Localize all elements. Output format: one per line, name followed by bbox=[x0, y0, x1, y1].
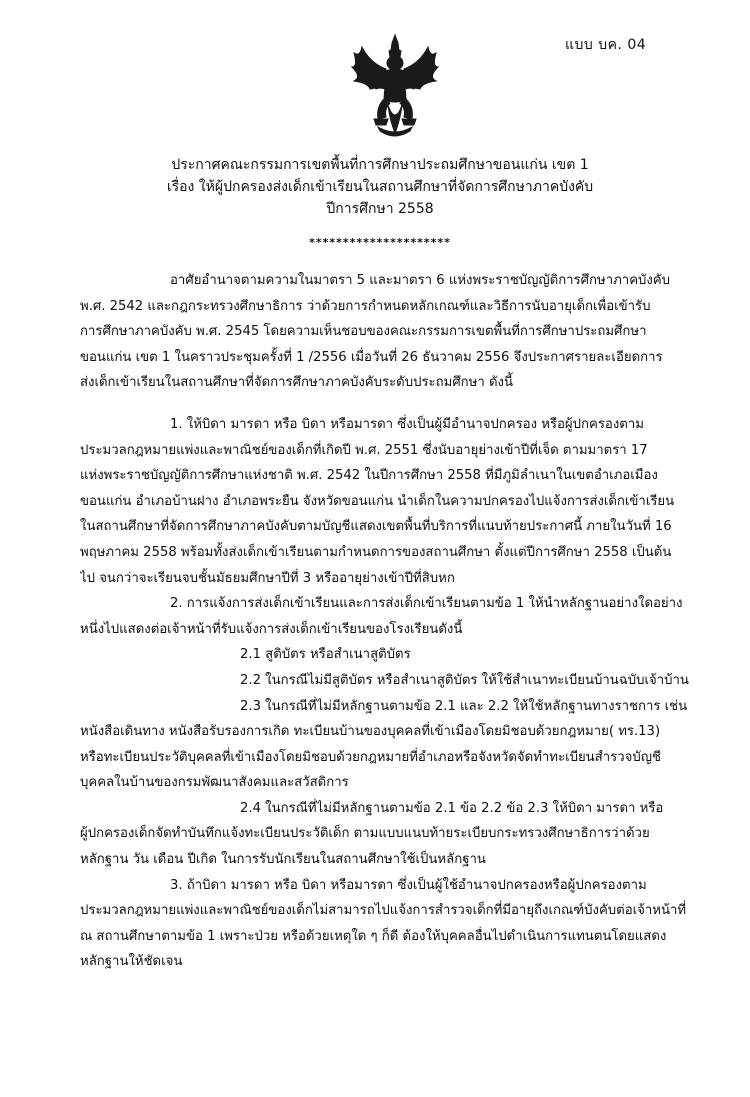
clause-2-4-line: หลักฐาน วัน เดือน ปีเกิด ในการรับนักเรียนในสถานศึกษาใช้เป็นหลักฐาน bbox=[80, 852, 486, 868]
clause-1-line: ประมวลกฎหมายแพ่งและพาณิชย์ของเด็กที่เกิดปี พ.ศ. 2551 ซึ่งนับอายุย่างเข้าปีที่เจ็ด ตามมาตรา 17 bbox=[80, 442, 648, 458]
clause-1-line: ในสถานศึกษาที่จัดการศึกษาภาคบังคับตามบัญชีแสดงเขตพื้นที่บริการที่แนบท้ายประกาศนี้ ภายในวันที่ 16 bbox=[80, 519, 672, 535]
header-year: ปีการศึกษา 2558 bbox=[326, 201, 434, 217]
clause-3-line: 3. ถ้าบิดา มารดา หรือ บิดา หรือมารดา ซึ่งเป็นผู้ใช้อำนาจปกครองหรือผู้ปกครองตาม bbox=[170, 877, 647, 893]
intro-line: ส่งเด็กเข้าเรียนในสถานศึกษาที่จัดการศึกษาภาคบังคับระดับประถมศึกษา ดังนี้ bbox=[80, 375, 513, 391]
separator-stars: ********************* bbox=[309, 236, 451, 249]
clause-2-1: 2.1 สูติบัตร หรือสำเนาสูติบัตร bbox=[240, 647, 411, 663]
clause-1-line: แห่งพระราชบัญญัติการศึกษาแห่งชาติ พ.ศ. 2542 ในปีการศึกษา 2558 ที่มีภูมิลำเนาในเขตอำเภอเมือง bbox=[80, 468, 658, 484]
form-code: แบบ บค. 04 bbox=[565, 37, 647, 53]
intro-line: พ.ศ. 2542 และกฎกระทรวงศึกษาธิการ ว่าด้วยการกำหนดหลักเกณฑ์และวิธีการนับอายุเด็กเพื่อเข้ารับ bbox=[80, 298, 651, 314]
clause-2-line: 2. การแจ้งการส่งเด็กเข้าเรียนและการส่งเด็กเข้าเรียนตามข้อ 1 ให้นำหลักฐานอย่างใดอย่าง bbox=[170, 596, 683, 612]
clause-1-line: 1. ให้บิดา มารดา หรือ บิดา หรือมารดา ซึ่งเป็นผู้มีอำนาจปกครอง หรือผู้ปกครองตาม bbox=[170, 416, 644, 432]
clause-3-line: ณ สถานศึกษาตามข้อ 1 เพราะป่วย หรือด้วยเหตุใด ๆ ก็ดี ต้องให้บุคคลอื่นไปดำเนินการแทนตนโดยแสดง bbox=[80, 928, 667, 944]
clause-2-4-line: ผู้ปกครองเด็กจัดทำบันทึกแจ้งทะเบียนประวัติเด็ก ตามแบบแนบท้ายระเบียบกระทรวงศึกษาธิการว่าด้วย bbox=[80, 826, 650, 842]
clause-2-3-line: บุคคลในบ้านของกรมพัฒนาสังคมและสวัสดิการ bbox=[80, 775, 349, 791]
header-issuer: ประกาศคณะกรรมการเขตพื้นที่การศึกษาประถมศึกษาขอนแก่น เขต 1 bbox=[171, 157, 589, 173]
clause-1-line: ไป จนกว่าจะเรียนจบชั้นมัธยมศึกษาปีที่ 3 หรืออายุย่างเข้าปีที่สิบหก bbox=[80, 570, 455, 586]
announcement-header bbox=[60, 154, 700, 220]
clause-2-4-line: 2.4 ในกรณีที่ไม่มีหลักฐานตามข้อ 2.1 ข้อ 2.2 ข้อ 2.3 ให้บิดา มารดา หรือ bbox=[240, 800, 664, 816]
clause-2-2: 2.2 ในกรณีไม่มีสูติบัตร หรือสำเนาสูติบัตร ให้ใช้สำเนาทะเบียนบ้านฉบับเจ้าบ้าน bbox=[240, 672, 689, 688]
intro-line: ขอนแก่น เขต 1 ในคราวประชุมครั้งที่ 1 /2556 เมื่อวันที่ 26 ธันวาคม 2556 จึงประกาศรายละเอียดการ bbox=[80, 349, 663, 365]
header-subject: เรื่อง ให้ผู้ปกครองส่งเด็กเข้าเรียนในสถานศึกษาที่จัดการศึกษาภาคบังคับ bbox=[166, 179, 594, 195]
clause-2-3-line: 2.3 ในกรณีที่ไม่มีหลักฐานตามข้อ 2.1 และ 2.2 ให้ใช้หลักฐานทางราชการ เช่น bbox=[240, 698, 688, 714]
intro-line: อาศัยอำนาจตามความในมาตรา 5 และมาตรา 6 แห่งพระราชบัญญัติการศึกษาภาคบังคับ bbox=[170, 273, 671, 288]
clause-2-3-line: หรือทะเบียนประวัติบุคคลที่เข้าเมืองโดยมิชอบด้วยกฎหมายที่อำเภอหรือจังหวัดจัดทำทะเบียนสำรวจบัญชี bbox=[80, 749, 661, 765]
clause-2-3-line: หนังสือเดินทาง หนังสือรับรองการเกิด ทะเบียนบ้านของบุคคลที่เข้าเมืองโดยมิชอบด้วยกฎหมาย( ทร.13) bbox=[80, 724, 661, 740]
clause-2-line: หนึ่งไปแสดงต่อเจ้าหน้าที่รับแจ้งการส่งเด็กเข้าเรียนของโรงเรียนดังนี้ bbox=[80, 621, 463, 637]
intro-line: การศึกษาภาคบังคับ พ.ศ. 2545 โดยความเห็นชอบของคณะกรรมการเขตพื้นที่การศึกษาประถมศึกษา bbox=[80, 324, 647, 340]
clause-3-line: หลักฐานให้ชัดเจน bbox=[80, 954, 183, 970]
clause-1-line: พฤษภาคม 2558 พร้อมทั้งส่งเด็กเข้าเรียนตามกำหนดการของสถานศึกษา ตั้งแต่ปีการศึกษา 2558 เป็นต้น bbox=[80, 544, 672, 560]
clause-1-line: ขอนแก่น อำเภอบ้านฝาง อำเภอพระยืน จังหวัดขอนแก่น นำเด็กในความปกครองไปแจ้งการส่งเด็กเข้าเรียน bbox=[80, 493, 675, 509]
garuda-emblem-icon bbox=[348, 33, 442, 141]
announcement-body bbox=[80, 268, 700, 975]
clause-3-line: ประมวลกฎหมายแพ่งและพาณิชย์ของเด็กไม่สามารถไปแจ้งการสำรวจเด็กที่มีอายุถึงเกณฑ์บังคับต่อเจ้าหน้าที่ bbox=[80, 903, 687, 919]
